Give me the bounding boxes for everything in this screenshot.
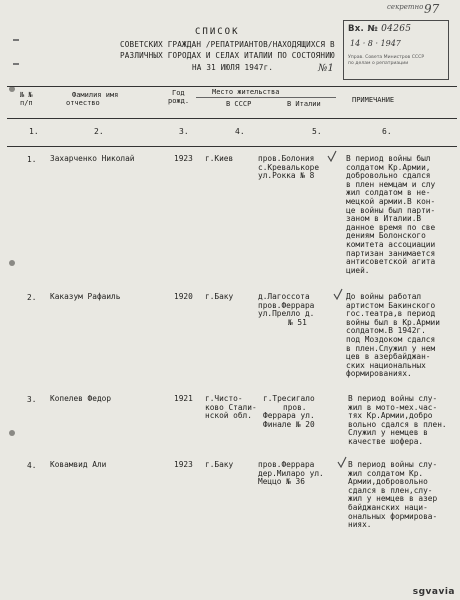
- row-note: В период войны был солдатом Кр.Армии, добровольно сдался в плен немцам и слу жил солдатом в не- мецкой армии.В кон- це войны был парти- заном в Италии.В данное время по све дениям Болонского комитета ассоциации партизан занимается антисоветской агита цией.: [346, 154, 436, 275]
- col-number: 3.: [179, 127, 189, 136]
- col-header-year: Год рожд.: [168, 89, 190, 105]
- column-numbers-rule: [7, 146, 457, 147]
- col-header-residence: Место жительства: [212, 88, 280, 96]
- row-year: 1921: [174, 394, 193, 403]
- col-number: 5.: [312, 127, 322, 136]
- row-ussr: г.Киев: [205, 154, 234, 163]
- col-number: 4.: [235, 127, 245, 136]
- header-rule: [7, 118, 457, 119]
- col-header-note: ПРИМЕЧАНИЕ: [352, 96, 395, 104]
- col-number: 2.: [94, 127, 104, 136]
- row-italy: д.Лагоссота пров.Феррара ул.Прелло д. № 51: [258, 292, 315, 327]
- corner-note: секретно: [387, 3, 424, 11]
- row-year: 1920: [174, 292, 193, 301]
- stamp-line: Управ. Совета Министров СССР: [348, 55, 425, 60]
- row-italy: пров.Болония с.Кревалькоре ул.Рокка № 8: [258, 154, 320, 181]
- row-note: До войны работал артистом Бакинского гос.театра,в период войны был в Кр.Армии солдатом.В 1942г. под Моздоком сдался в плен.Служил у нем цев в азербайджан- ских национальных формированиях.: [346, 292, 440, 379]
- margin-mark: [13, 63, 19, 65]
- table-top-rule: [7, 86, 457, 87]
- page-number: 97: [424, 2, 440, 16]
- row-ussr: г.Баку: [205, 292, 234, 301]
- row-number: 3.: [27, 395, 37, 404]
- row-note: В период войны слу- жил в мото-мех.час- тях Кр.Армии,добро вольно сдался в плен. Служил у немцев в качестве шофера.: [348, 394, 447, 446]
- row-italy: пров.Феррара дер.Миларо ул. Меццо № 36: [258, 460, 324, 487]
- row-name: Ковамвид Али: [50, 460, 107, 469]
- col-number: 1.: [29, 127, 39, 136]
- row-year: 1923: [174, 460, 193, 469]
- subtitle-line: СОВЕТСКИХ ГРАЖДАН /РЕПАТРИАНТОВ/НАХОДЯЩИХСЯ В: [120, 40, 335, 49]
- row-name: Каказум Рафаиль: [50, 292, 121, 301]
- row-italy: г.Тресигало пров. Феррара ул. Финале № 20: [263, 394, 315, 429]
- registration-stamp: [343, 20, 449, 80]
- stamp-line: по делам о репатриации: [348, 61, 409, 66]
- stamp-incoming: [348, 24, 411, 34]
- checkmark-icon: [333, 288, 343, 300]
- handwritten-list-number: №1: [318, 63, 334, 74]
- row-number: 4.: [27, 461, 37, 470]
- row-name: Захарченко Николай: [50, 154, 135, 163]
- watermark: sgvavia: [412, 587, 455, 597]
- col-header-ussr: В СССР: [226, 100, 252, 108]
- col-number: 6.: [382, 127, 392, 136]
- row-number: 1.: [27, 155, 37, 164]
- stamp-date: 14 · 8 · 1947: [350, 39, 401, 48]
- binding-hole: [9, 430, 15, 436]
- checkmark-icon: [327, 150, 337, 162]
- row-number: 2.: [27, 293, 37, 302]
- row-note: В период войны слу- жил солдатом Кр. Армии,добровольно сдался в плен,слу- жил у немцев в азер байджанских наци- ональных формирова- ниях.: [348, 460, 438, 530]
- document-title: СПИСОК: [195, 27, 240, 37]
- binding-hole: [9, 260, 15, 266]
- row-name: Копелев Федор: [50, 394, 112, 403]
- margin-mark: [13, 39, 19, 41]
- residence-rule: [196, 97, 336, 98]
- row-ussr: г.Баку: [205, 460, 234, 469]
- checkmark-icon: [337, 456, 347, 468]
- subtitle-line: РАЗЛИЧНЫХ ГОРОДАХ И СЕЛАХ ИТАЛИИ ПО СОСТОЯНИЮ: [120, 51, 335, 60]
- row-ussr: г.Чисто- ково Стали- нской обл.: [205, 394, 257, 421]
- stamp-incoming-label: Вх. №: [348, 24, 378, 34]
- col-header-name: Фамилия имя отчество: [66, 91, 119, 107]
- subtitle-line: НА 31 ИЮЛЯ 1947г.: [192, 63, 274, 72]
- row-year: 1923: [174, 154, 193, 163]
- stamp-incoming-number: 04265: [381, 24, 412, 34]
- col-header-num: № № п/п: [20, 91, 33, 107]
- col-header-italy: В Италии: [287, 100, 321, 108]
